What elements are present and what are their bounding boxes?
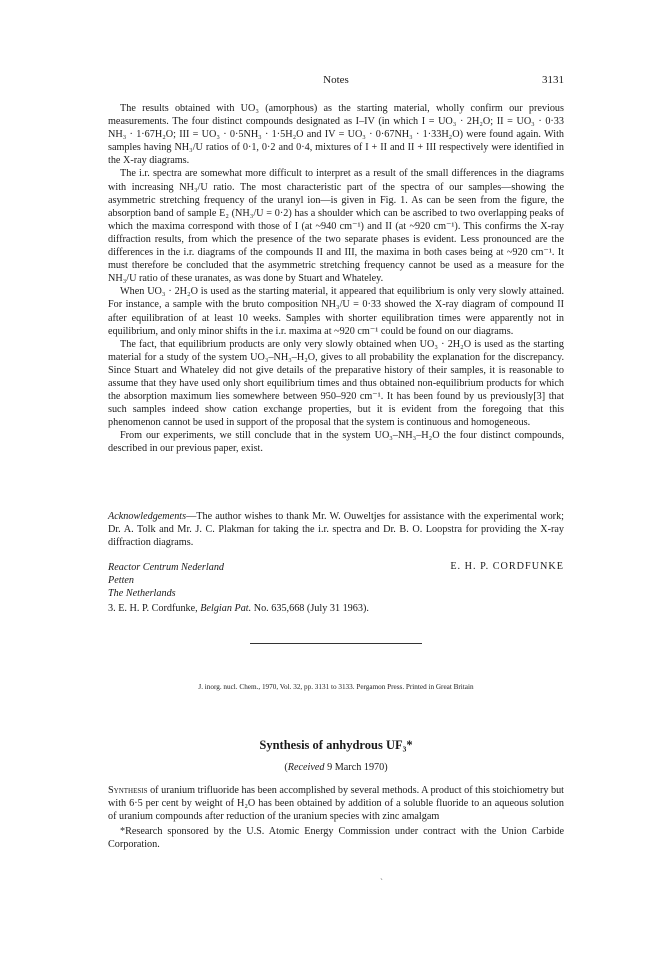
paragraph: The fact, that equilibrium products are only very slowly obtained when UO₃ · 2H₂O is used as the starting material for a study of the system UO₃–NH₃–H₂O, gives to all probability the explanation for the discrepancy. Since Stuart and Whateley did not give details of the preparative history of their samples, it is reasonable to assume that they have used only short equilibrium times and thus obtained non-equilibrium products for which the absorption maximum lies somewhere between 950–920 cm⁻¹. It has been found by us previously[3] that such samples indeed show cation exchange properties, but it is evident from the foregoing that this phenomenon cannot be used in support of the proposal that the system is continuous and homogeneous. xyxy=(108,338,564,429)
acknowledgements xyxy=(108,510,564,549)
reference-prefix: 3. E. H. P. Cordfunke, xyxy=(108,603,201,614)
footnote xyxy=(108,825,564,851)
author-name: E. H. P. CORDFUNKE xyxy=(450,561,564,572)
body-text xyxy=(108,102,564,456)
received-label: Received xyxy=(287,762,325,773)
received-value: 9 March 1970 xyxy=(327,762,385,773)
affiliation-line: The Netherlands xyxy=(108,588,176,600)
reference-journal: Belgian Pat. xyxy=(200,603,252,614)
running-header xyxy=(108,74,564,88)
intro-text: of uranium trifluoride has been accomplished by several methods. A product of this stoichiometry but with 6·5 per cent by weight of H₂O has been obtained by addition of a soluble fluoride to an aqueous solution of uranium compounds after reduction of the uranium species with zinc amalgam xyxy=(108,785,564,823)
affiliation-line: Reactor Centrum Nederland xyxy=(108,562,225,573)
reference-suffix: No. 635,668 (July 31 1963). xyxy=(251,603,369,614)
paragraph: The results obtained with UO₃ (amorphous) as the starting material, wholly confirm our previous measurements. The four distinct compounds designated as I–IV (in which I = UO₃ · 2H₂O; II = UO₃ · 0·33 NH₃ · 1·67H₂O; III = UO₃ · 0·5NH₃ · 1·5H₂O and IV = UO₃ · 0·67NH₃ · 1·33H₂O) were found again. With samples having NH₃/U ratios of 0·1, 0·2 and 0·4, mixtures of I + II and II + III respectively were identified in the X-ray diagrams. xyxy=(108,103,564,167)
article-intro xyxy=(108,784,564,823)
footnote-text: *Research sponsored by the U.S. Atomic Energy Commission under contract with the Union Carbide Corporation. xyxy=(108,826,564,851)
article-title: Synthesis of anhydrous UF₃* xyxy=(259,738,413,752)
journal-citation: J. inorg. nucl. Chem., 1970, Vol. 32, pp. 3131 to 3133. Pergamon Press. Printed in Great Britain xyxy=(198,683,474,691)
section-divider xyxy=(250,643,422,644)
page-number: 3131 xyxy=(542,74,564,86)
received-date: (Received 9 March 1970) xyxy=(284,762,388,773)
lead-word: Synthesis xyxy=(108,785,148,796)
paragraph: The i.r. spectra are somewhat more difficult to interpret as a result of the small differences in the diagrams with increasing NH₃/U ratio. The most characteristic part of the spectra of our samples—showing the asymmetric stretching frequency of the uranyl ion—is given in Fig. 1. As can be seen from the figure, the absorption band of sample E₂ (NH₃/U = 0·2) has a shoulder which can be ascribed to two overlapping peaks of which the maxima correspond with those of I (at ~940 cm⁻¹) and II (at ~920 cm⁻¹). This confirms the X-ray diffraction results, from which the presence of the two separate phases is evident. Less pronounced are the differences in the i.r. diagrams of the compounds II and III, the maxima in both cases being at ~920 cm⁻¹. It must therefore be concluded that the asymmetric stretching frequency cannot be used as a measure for the NH₃/U ratio of these uranates, as was done by Stuart and Whateley. xyxy=(108,168,564,285)
reference xyxy=(108,603,564,614)
acknowledgements-heading: Acknowledgements xyxy=(108,511,187,522)
paragraph: From our experiments, we still conclude that in the system UO₃–NH₃–H₂O the four distinct compounds, described in our previous paper, exist. xyxy=(108,430,564,455)
section-title: Notes xyxy=(323,74,349,86)
affiliation-line: Petten xyxy=(108,575,135,587)
paragraph: When UO₃ · 2H₂O is used as the starting material, it appeared that equilibrium is only very slowly attained. For instance, a sample with the bruto composition NH₃/U = 0·33 showed the X-ray diagram of compound II after equilibration of at least 10 weeks. Samples with shorter equilibration times were apparently not in equilibrium, and only minor shifts in the i.r. maxima at ~920 cm⁻¹ could be found on our diagrams. xyxy=(108,286,564,337)
acknowledgements-text: —The author wishes to thank Mr. W. Ouweltjes for assistance with the experimental work; Dr. A. Tolk and Mr. J. C. Plakman for taking the i.r. spectra and Dr. B. O. Loopstra for providing the X-ray diffraction diagrams. xyxy=(108,511,564,549)
stray-mark: ` xyxy=(380,877,383,887)
